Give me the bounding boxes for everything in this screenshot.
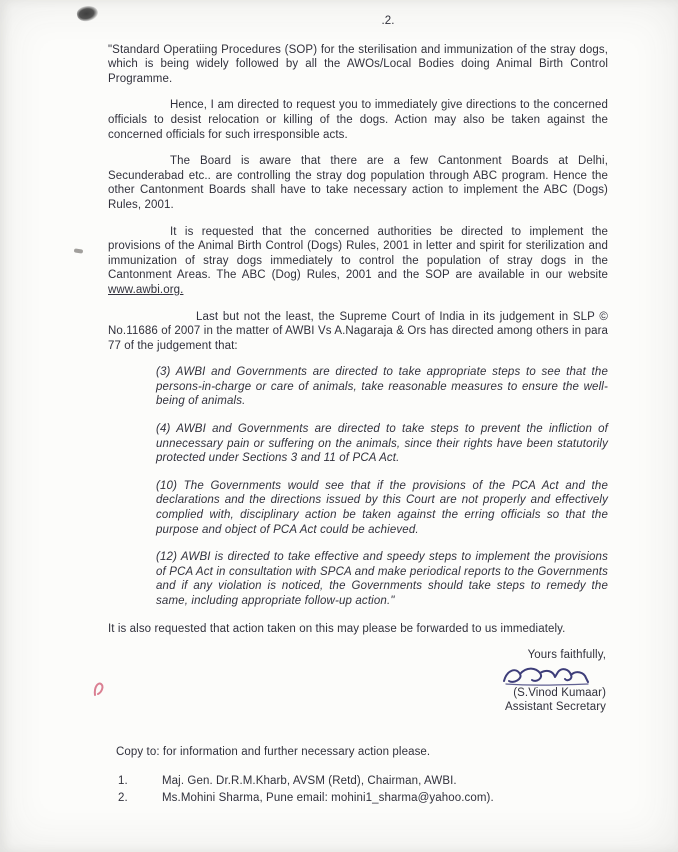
paragraph-abc-rules xyxy=(108,225,608,298)
copy-item-text: Ms.Mohini Sharma, Pune email: mohini1_sharma@yahoo.com). xyxy=(162,792,494,805)
judgement-quote-4: (4) AWBI and Governments are directed to take steps to prevent the infliction of unnecessary pain or suffering on the animals, since their rights have been statutorily protected under Sections 3 and 11 of PCA Act. xyxy=(156,423,608,465)
copy-to-line: Copy to: for information and further necessary action please. xyxy=(116,745,431,758)
signature-scribble xyxy=(500,664,592,688)
copy-list-item xyxy=(118,774,608,789)
judgement-quote-12: (12) AWBI is directed to take effective and speedy steps to implement the provisions of PCA Act in consultation with SPCA and make periodical reports to the Governments and if any violation is noticed, the Governments should take steps to remedy the same, including appropriate follow-up action." xyxy=(156,551,608,607)
closing-request: It is also requested that action taken on this may please be forwarded to us immediately. xyxy=(108,622,566,635)
awbi-website-link[interactable]: www.awbi.org. xyxy=(108,283,184,296)
judgement-quote-10: (10) The Governments would see that if the provisions of the PCA Act and the declarations and the directions issued by this Court are not properly and effectively complied with, disciplinary action be taken against the erring officials so that the purpose and object of PCA Act could be achieved. xyxy=(156,479,608,536)
paragraph-sop: "Standard Operatiing Procedures (SOP) for the sterilisation and immunization of the stray dogs, which is being widely followed by all the AWOs/Local Bodies doing Animal Birth Control Programme. xyxy=(108,43,608,85)
paragraph-cantonment-boards: The Board is aware that there are a few Cantonment Boards at Delhi, Secunderabad etc.. are controlling the stray dog population through ABC program. Hence the other Cantonment Boards shall have to take necessary action to implement the ABC (Dogs) Rules, 2001. xyxy=(108,155,608,211)
signatory-name: (S.Vinod Kumaar) xyxy=(513,686,606,699)
judgement-quote-3: (3) AWBI and Governments are directed to take appropriate steps to see that the persons-in-charge or care of animals, take reasonable measures to ensure the well-being of animals. xyxy=(156,366,608,408)
copy-list xyxy=(118,774,608,806)
copy-item-number: 2. xyxy=(118,792,128,805)
signoff-text: Yours faithfully, xyxy=(527,649,606,662)
copy-item-text: Maj. Gen. Dr.R.M.Kharb, AVSM (Retd), Chairman, AWBI. xyxy=(162,774,457,787)
page-number: .2. xyxy=(381,15,395,27)
copy-list-item xyxy=(118,791,608,806)
signatory-title: Assistant Secretary xyxy=(505,701,606,714)
paragraph-directions: Hence, I am directed to request you to immediately give directions to the concerned officials to desist relocation or killing of the dogs. Action may also be taken against the concerned officials for such irresponsible acts. xyxy=(108,99,608,141)
paragraph-abc-rules-text: It is requested that the concerned authorities be directed to implement the provisions of the Animal Birth Control (Dogs) Rules, 2001 in letter and spirit for sterilization and immunization of stray dogs immediately to control the population of stray dogs in the Cantonment Areas. The ABC (Dog) Rules, 2001 and the SOP are available in our website xyxy=(108,225,608,282)
paragraph-supreme-court: Last but not the least, the Supreme Court of India in its judgement in SLP © No.11686 of 2007 in the matter of AWBI Vs A.Nagaraja & Ors has directed among others in para 77 of the judgement that: xyxy=(108,310,608,352)
signature-block xyxy=(108,648,606,715)
copy-item-number: 1. xyxy=(118,774,128,787)
